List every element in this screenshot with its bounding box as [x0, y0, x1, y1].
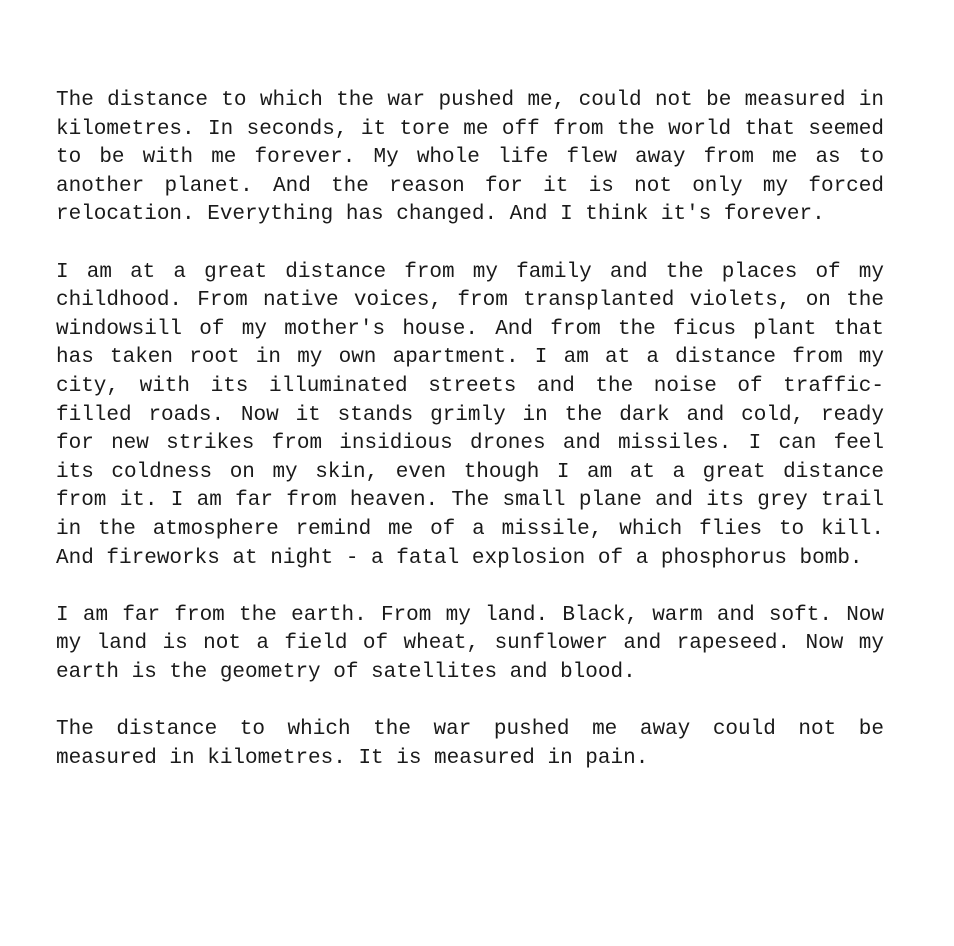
- paragraph-2: I am at a great distance from my family and the places of my childhood. From native voices, from transplanted violets, on the windowsill of my mother's house. And from the ficus plant that has taken root in my own apartment. I am at a distance from my city, with its illuminated streets and the noise of traffic-filled roads. Now it stands grimly in the dark and cold, ready for new strikes from insidious drones and missiles. I can feel its coldness on my skin, even though I am at a great distance from it. I am far from heaven. The small plane and its grey trail in the atmosphere remind me of a missile, which flies to kill. And fireworks at night - a fatal explosion of a phosphorus bomb.: [56, 260, 884, 570]
- document-body: [56, 87, 884, 773]
- paragraph-3: I am far from the earth. From my land. Black, warm and soft. Now my land is not a field of wheat, sunflower and rapeseed. Now my earth is the geometry of satellites and blood.: [56, 603, 884, 684]
- paragraph-4: The distance to which the war pushed me away could not be measured in kilometres. It is measured in pain.: [56, 718, 884, 770]
- paragraph-1: The distance to which the war pushed me, could not be measured in kilometres. In seconds, it tore me off from the world that seemed to be with me forever. My whole life flew away from me as to another planet. And the reason for it is not only my forced relocation. Everything has changed. And I think it's forever.: [56, 89, 884, 227]
